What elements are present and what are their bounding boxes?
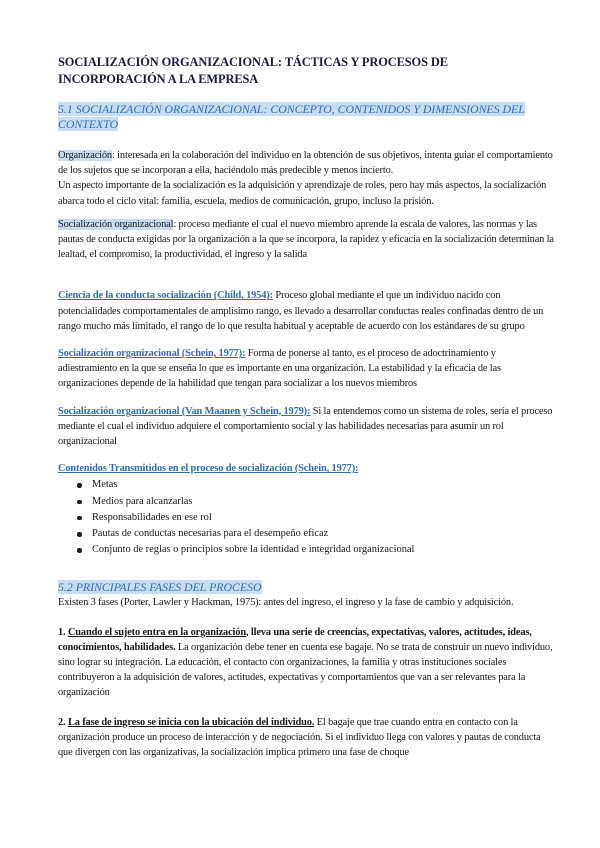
list-item: Responsabilidades en ese rol [58, 510, 554, 526]
section-heading-5-1-line-1: 5.1 SOCIALIZACIÓN ORGANIZACIONAL: CONCEPTO, CONTENIDOS Y DIMENSIONES DEL [58, 102, 525, 116]
bullet-icon [77, 516, 82, 521]
title-line-1: SOCIALIZACIÓN ORGANIZACIONAL: TÁCTICAS Y PROCESOS DE [58, 55, 448, 69]
term-organizacion: Organización [58, 150, 112, 161]
section-heading-5-2-text: 5.2 PRINCIPALES FASES DEL PROCESO [58, 580, 262, 595]
paragraph-socializacion-organizacional [58, 217, 554, 263]
reference-van-maanen-schein-1979[interactable]: Socialización organizacional (Van Maanen y Schein, 1979): [58, 405, 311, 417]
term-socializacion-organizacional: Socialización organizacional [58, 218, 174, 230]
paragraph-fase-2 [58, 715, 554, 761]
list-item: Conjunto de reglas o principios sobre la identidad e integridad organizacional [58, 542, 554, 558]
fase-1-heading-rest: , lleva una serie de creencias, expectativas, valores, actitudes, ideas, conocimientos, habilidades. [58, 626, 532, 653]
paragraph-schein-1977 [58, 346, 554, 392]
van-maanen-definition: Si la entendemos como un sistema de roles, sería el proceso mediante el cual el individuo adquiere el comportamiento social y las habilidades necesarias para asumir un rol organizacional [58, 405, 553, 448]
child-definition: Proceso global mediante el que un individuo nacido con potencialidades comportamentales de amplísimo rango, es llevado a desarrollar conductas reales confinadas dentro de un rango mucho más limitado, el rango de lo que resulta habitual y aceptable de acuerdo con los estándares de su grupo [58, 290, 544, 332]
list-item: Pautas de conductas necesarias para el desempeño eficaz [58, 526, 554, 542]
fase-2-number: 2. [58, 716, 68, 728]
socializacion-definition: : proceso mediante el cual el nuevo miembro aprende la escala de valores, las normas y las pautas de conducta exigidas por la organización a la que se incorpora, la rapidez y eficacia en la socialización determinan la lealtad, el compromiso, la productividad, el ingreso y la salida [58, 218, 554, 261]
fase-1-number: 1. [58, 626, 68, 638]
paragraph-contenidos [58, 461, 554, 476]
fase-1-heading: Cuando el sujeto entra en la organización [67, 626, 246, 638]
paragraph-organizacion [58, 148, 554, 209]
section-heading-5-1 [58, 102, 554, 132]
contents-bullet-list [58, 477, 554, 558]
paragraph-fase-1 [58, 625, 554, 701]
fase-1-text: La organización debe tener en cuenta ese bagaje. No se trata de construir un nuevo individuo, sino lograr su integración. La educación, el contacto con organizaciones, la familia y otras instituciones sociales contribuyeron a la adquisición de valores, actitudes, expectativas y comportamientos que van a ser relevantes para la organización [58, 641, 553, 699]
document-title [58, 54, 554, 88]
fase-2-heading: La fase de ingreso se inicia con la ubicación del individuo. [67, 716, 315, 728]
paragraph-van-maanen-schein-1979 [58, 404, 554, 450]
reference-contenidos-schein-1977[interactable]: Contenidos Transmitidos en el proceso de socialización (Schein, 1977): [58, 463, 359, 475]
list-item: Metas [58, 477, 554, 493]
organizacion-definition: : interesada en la colaboración del individuo en la obtención de sus objetivos, intenta guiar el comportamiento de los sujetos que se incorporan a ella, haciéndolo más predecible y menos incierto. [58, 150, 553, 177]
reference-child-1954[interactable]: Ciencia de la conducta socialización (Child, 1954): [58, 290, 273, 302]
bullet-icon [77, 500, 82, 505]
paragraph-fases-intro: Existen 3 fases (Porter, Lawler y Hackman, 1975): antes del ingreso, el ingreso y la fase de cambio y adquisición. [58, 597, 514, 609]
organizacion-extra: Un aspecto importante de la socialización es la adquisición y aprendizaje de roles, pero hay más aspectos, la socialización abarca todo el ciclo vital: familia, escuela, medios de comunicación, grupo, incluso la prisión. [58, 180, 547, 207]
reference-schein-1977[interactable]: Socialización organizacional (Schein, 1977): [58, 348, 246, 360]
schein-definition: Forma de ponerse al tanto, es el proceso de adoctrinamiento y adiestramiento en la que se enseña lo que es importante en una organización. La estabilidad y la eficacia de las organizaciones depende de la habilidad que tengan para socializar a los nuevos miembros [58, 348, 501, 390]
list-item: Medios para alcanzarlas [58, 494, 554, 510]
title-line-2: INCORPORACIÓN A LA EMPRESA [58, 72, 259, 86]
fase-2-text: El bagaje que trae cuando entra en contacto con la organización produce un proceso de interacción y de negociación. Si el individuo llega con valores y pautas de conducta que divergen con las organizativas, la socialización implica primero una fase de choque [58, 716, 541, 759]
bullet-icon [77, 483, 82, 488]
bullet-icon [77, 532, 82, 537]
paragraph-child-1954 [58, 288, 554, 334]
section-heading-5-1-line-2: CONTEXTO [58, 117, 119, 131]
bullet-icon [77, 548, 82, 553]
section-heading-5-2 [58, 580, 554, 595]
